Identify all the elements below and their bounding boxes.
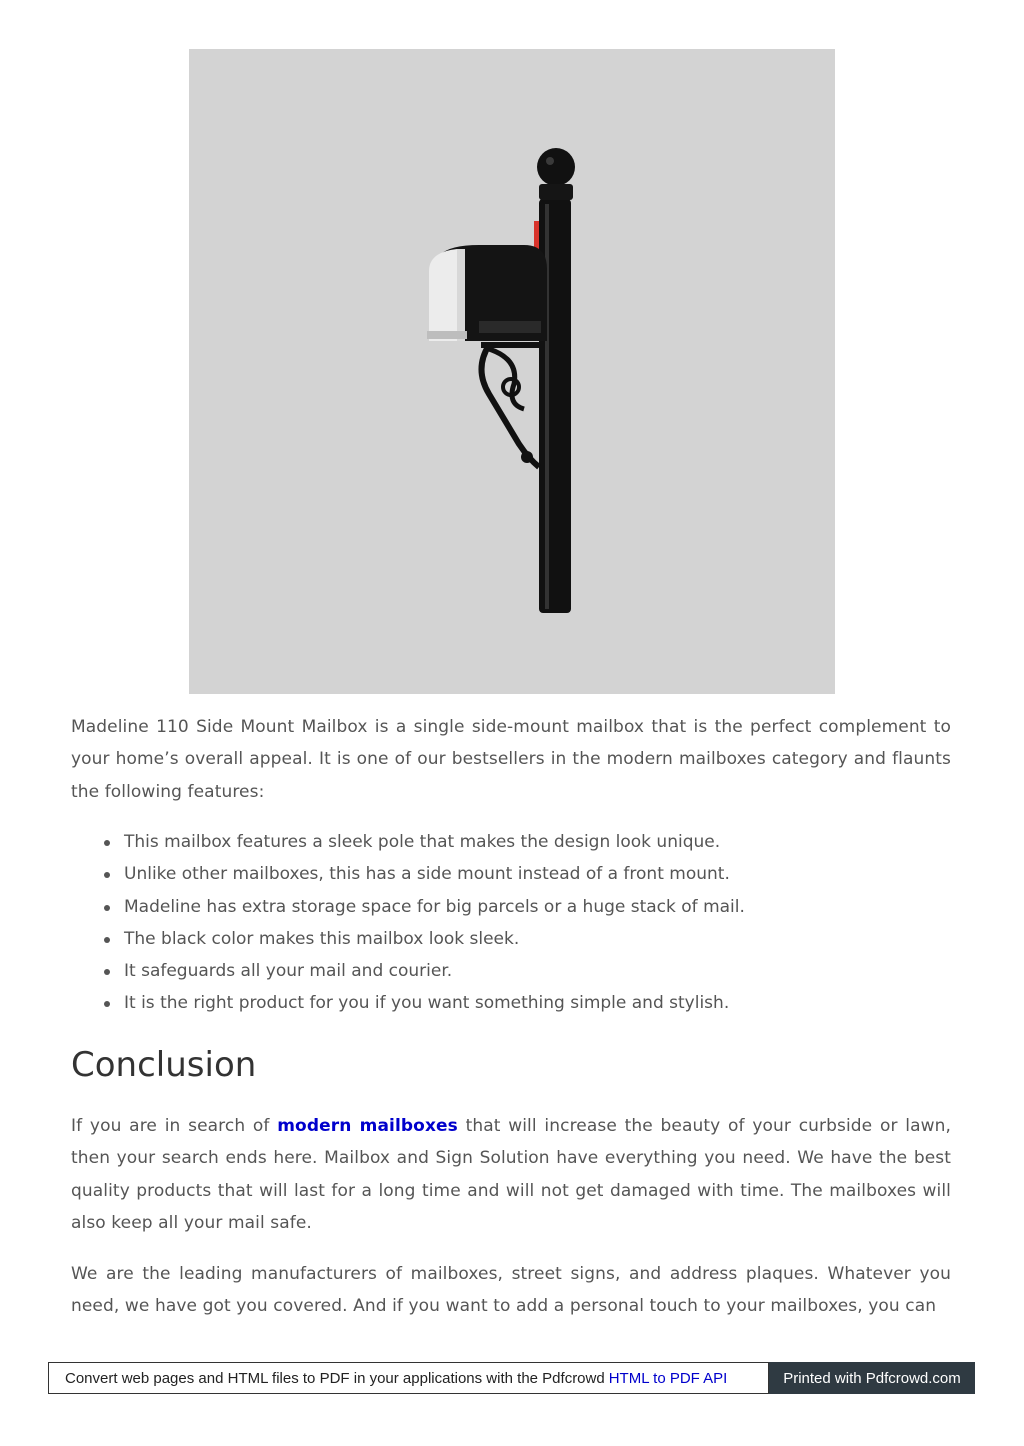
modern-mailboxes-link[interactable]: modern mailboxes xyxy=(277,1116,458,1136)
list-item: Unlike other mailboxes, this has a side mount instead of a front mount. xyxy=(124,858,1004,890)
feature-list xyxy=(71,826,1004,1020)
html-to-pdf-api-link[interactable]: HTML to PDF API xyxy=(608,1369,728,1387)
intro-paragraph: Madeline 110 Side Mount Mailbox is a single side-mount mailbox that is the perfect complement to your home’s overall appeal. It is one of our bestsellers in the modern mailboxes category and flaunts the following features: xyxy=(71,717,951,802)
conclusion-heading: Conclusion xyxy=(71,1045,257,1085)
list-item: It safeguards all your mail and courier. xyxy=(124,955,1004,987)
list-item: Madeline has extra storage space for big parcels or a huge stack of mail. xyxy=(124,891,1004,923)
intro-paragraph-block xyxy=(71,711,951,808)
list-item: This mailbox features a sleek pole that makes the design look unique. xyxy=(124,826,1004,858)
product-image xyxy=(189,49,835,694)
printed-with-badge[interactable]: Printed with Pdfcrowd.com xyxy=(769,1362,975,1394)
list-item: The black color makes this mailbox look sleek. xyxy=(124,923,1004,955)
list-item: It is the right product for you if you want something simple and stylish. xyxy=(124,987,1004,1019)
conclusion-text-start: If you are in search of xyxy=(71,1116,278,1136)
footer-convert-text: Convert web pages and HTML files to PDF in your applications with the Pdfcrowd xyxy=(65,1369,605,1387)
conclusion-paragraph-2: We are the leading manufacturers of mailboxes, street signs, and address plaques. Whatever you need, we have got you covered. And if you want to add a personal touch to your mailboxes, you can xyxy=(71,1264,951,1317)
footer-convert-box xyxy=(48,1362,769,1394)
conclusion-block-2 xyxy=(71,1258,951,1323)
conclusion-text-rest: that will increase the beauty of your curbside or lawn, then your search ends here. Mailbox and Sign Solution have everything you need. We have the best quality products that will last for a long time and will not get damaged with time. The mailboxes will also keep all your mail safe. xyxy=(71,1116,951,1233)
conclusion-block xyxy=(71,1110,951,1239)
pdfcrowd-footer xyxy=(48,1362,975,1394)
conclusion-paragraph-1 xyxy=(71,1110,951,1239)
